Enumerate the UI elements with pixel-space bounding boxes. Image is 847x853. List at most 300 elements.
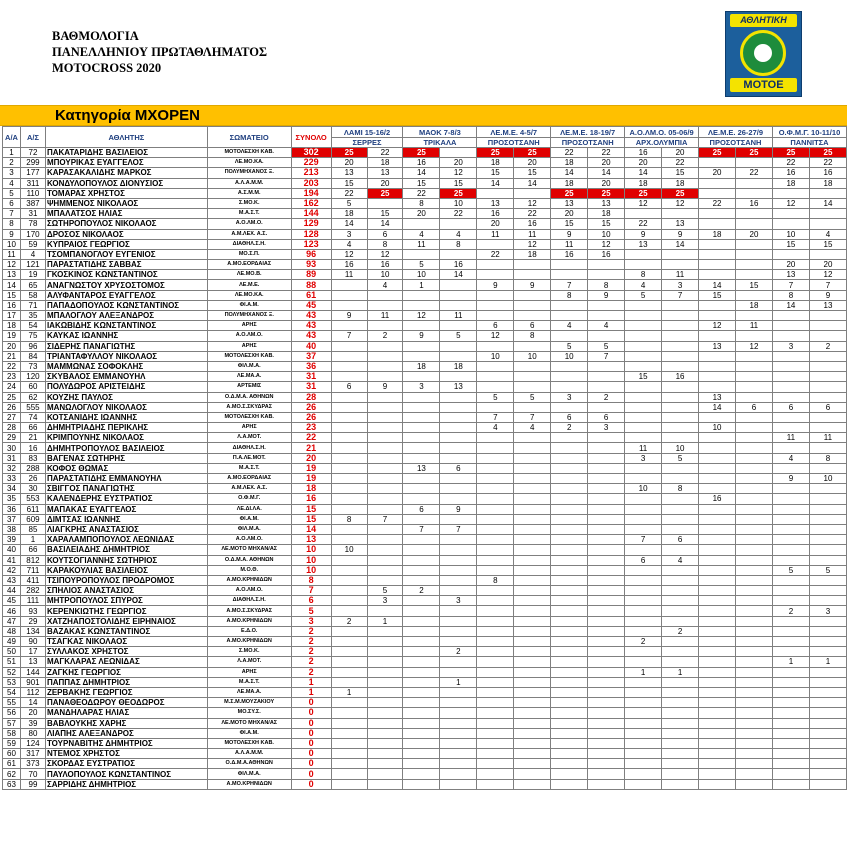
race-points: 7: [440, 524, 477, 534]
race-points: [477, 728, 514, 738]
club-name: ΠΟΛΥΜΗΧΑΝΟΣ Ξ.: [207, 168, 291, 178]
race-points: [403, 412, 440, 422]
race-points: [403, 474, 440, 484]
number-cell: 96: [20, 341, 45, 351]
race-points: [514, 260, 551, 270]
race-points: 18: [699, 229, 736, 239]
race-points: [403, 545, 440, 555]
race-points: [736, 535, 773, 545]
number-cell: 124: [20, 738, 45, 748]
race-points: [403, 453, 440, 463]
race-points: [403, 565, 440, 575]
race-points: [367, 361, 403, 371]
event-venue: ΣΕΡΡΕΣ: [331, 138, 403, 148]
race-points: [662, 249, 699, 259]
total-points: 36: [291, 361, 331, 371]
race-points: [809, 209, 846, 219]
race-points: [551, 637, 588, 647]
race-points: [514, 372, 551, 382]
club-name: Α.Λ.Α.Μ.Μ.: [207, 749, 291, 759]
number-cell: 93: [20, 606, 45, 616]
race-points: 6: [625, 555, 662, 565]
number-cell: 711: [20, 565, 45, 575]
race-points: [809, 535, 846, 545]
table-row: [3, 687, 847, 697]
race-points: [588, 779, 625, 789]
race-points: 16: [809, 168, 846, 178]
rank-cell: 63: [3, 779, 21, 789]
race-points: [514, 698, 551, 708]
race-points: [403, 423, 440, 433]
table-row: [3, 433, 847, 443]
race-points: 13: [699, 392, 736, 402]
race-points: [403, 494, 440, 504]
race-points: 13: [809, 300, 846, 310]
event-venue: ΠΡΟΣΟΤΣΑΝΗ: [477, 138, 551, 148]
race-points: 7: [588, 351, 625, 361]
total-points: 21: [291, 443, 331, 453]
number-cell: 121: [20, 260, 45, 270]
race-points: 14: [367, 219, 403, 229]
race-points: [809, 361, 846, 371]
race-points: [367, 657, 403, 667]
club-name: Ο.Δ.Μ.Α. ΑΘΗΝΩΝ: [207, 392, 291, 402]
number-cell: 65: [20, 280, 45, 290]
number-cell: 71: [20, 300, 45, 310]
race-points: [662, 382, 699, 392]
race-points: [772, 738, 809, 748]
race-points: [331, 484, 367, 494]
race-points: [625, 249, 662, 259]
total-points: 26: [291, 412, 331, 422]
race-points: [514, 453, 551, 463]
number-cell: 35: [20, 311, 45, 321]
race-points: [331, 749, 367, 759]
race-points: [699, 749, 736, 759]
table-row: [3, 535, 847, 545]
race-points: 5: [331, 198, 367, 208]
race-points: [514, 606, 551, 616]
race-points: 3: [440, 596, 477, 606]
race-points: [699, 677, 736, 687]
race-points: 25: [772, 148, 809, 158]
race-points: 20: [625, 158, 662, 168]
total-points: 26: [291, 402, 331, 412]
race-points: [588, 300, 625, 310]
total-points: 2: [291, 667, 331, 677]
race-points: [809, 494, 846, 504]
race-points: [736, 504, 773, 514]
race-points: [662, 260, 699, 270]
race-points: 10: [772, 229, 809, 239]
race-points: 10: [662, 443, 699, 453]
club-name: ΛΕ.ΜΟ.ΚΑ.: [207, 290, 291, 300]
race-points: [625, 616, 662, 626]
race-points: [551, 677, 588, 687]
race-points: [625, 300, 662, 310]
race-points: [625, 260, 662, 270]
race-points: [331, 738, 367, 748]
table-row: [3, 198, 847, 208]
race-points: [736, 443, 773, 453]
race-points: [809, 626, 846, 636]
race-points: [403, 637, 440, 647]
race-points: [736, 372, 773, 382]
race-points: [662, 657, 699, 667]
total-points: 194: [291, 188, 331, 198]
race-points: 25: [477, 148, 514, 158]
rank-cell: 9: [3, 229, 21, 239]
race-points: [736, 433, 773, 443]
race-points: 5: [772, 565, 809, 575]
race-points: [772, 382, 809, 392]
table-row: [3, 392, 847, 402]
total-points: 0: [291, 708, 331, 718]
athlete-name: ΚΟΥΤΣΟΓΙΑΝΝΗΣ ΣΩΤΗΡΙΟΣ: [45, 555, 207, 565]
table-row: [3, 229, 847, 239]
total-points: 144: [291, 209, 331, 219]
race-points: [772, 586, 809, 596]
table-row: [3, 728, 847, 738]
race-points: 20: [736, 229, 773, 239]
race-points: [809, 769, 846, 779]
number-cell: 1: [20, 535, 45, 545]
rank-cell: 7: [3, 209, 21, 219]
club-name: Ο.Δ.Μ.Α. ΑΘΗΝΩΝ: [207, 555, 291, 565]
club-name: Α.Ο.ΛΜ.Ο.: [207, 535, 291, 545]
race-points: [699, 453, 736, 463]
club-name: ΑΡΗΣ: [207, 321, 291, 331]
race-points: [662, 341, 699, 351]
total-points: 0: [291, 759, 331, 769]
race-points: [809, 463, 846, 473]
athlete-name: ΜΑΝΩΛΟΓΛΟΥ ΝΙΚΟΛΑΟΣ: [45, 402, 207, 412]
table-row: [3, 606, 847, 616]
race-points: [551, 616, 588, 626]
race-points: [477, 524, 514, 534]
race-points: [331, 504, 367, 514]
athlete-name: ΣΒΙΓΓΟΣ ΠΑΝΑΓΙΩΤΗΣ: [45, 484, 207, 494]
race-points: [477, 260, 514, 270]
club-name: ΦΙ.Α.Μ.: [207, 300, 291, 310]
race-points: 22: [551, 148, 588, 158]
race-points: [367, 433, 403, 443]
race-points: [477, 667, 514, 677]
race-points: 12: [772, 198, 809, 208]
race-points: 6: [367, 229, 403, 239]
race-points: [403, 687, 440, 697]
race-points: [809, 249, 846, 259]
race-points: [736, 687, 773, 697]
race-points: 6: [551, 412, 588, 422]
race-points: [588, 708, 625, 718]
race-points: 4: [588, 321, 625, 331]
club-name: ΜΟΤΟΛΕΣΧΗ ΚΑΒ.: [207, 148, 291, 158]
race-points: [440, 708, 477, 718]
race-points: [625, 575, 662, 585]
race-points: [772, 494, 809, 504]
race-points: 9: [477, 280, 514, 290]
race-points: [477, 708, 514, 718]
race-points: 20: [588, 158, 625, 168]
rank-cell: 38: [3, 524, 21, 534]
total-points: 1: [291, 677, 331, 687]
number-cell: 317: [20, 749, 45, 759]
rank-cell: 51: [3, 657, 21, 667]
race-points: [772, 249, 809, 259]
event-name: Α.Ο.ΛΜ.Ο. 05-06/9: [625, 127, 699, 138]
event-name: Ο.Φ.Μ.Γ. 10-11/10: [772, 127, 846, 138]
table-row: [3, 586, 847, 596]
race-points: [551, 514, 588, 524]
race-points: [514, 637, 551, 647]
race-points: 20: [809, 260, 846, 270]
race-points: [477, 270, 514, 280]
race-points: 14: [625, 168, 662, 178]
race-points: 10: [477, 351, 514, 361]
total-points: 37: [291, 351, 331, 361]
race-points: [331, 596, 367, 606]
race-points: [477, 290, 514, 300]
race-points: 22: [772, 158, 809, 168]
rank-cell: 52: [3, 667, 21, 677]
race-points: [367, 606, 403, 616]
total-points: 10: [291, 555, 331, 565]
table-row: [3, 718, 847, 728]
race-points: [551, 260, 588, 270]
race-points: [403, 779, 440, 789]
race-points: 4: [514, 423, 551, 433]
race-points: 9: [514, 280, 551, 290]
club-name: Α.Λ.Α.Μ.Μ.: [207, 178, 291, 188]
race-points: [551, 728, 588, 738]
number-cell: 72: [20, 148, 45, 158]
table-row: [3, 637, 847, 647]
race-points: 16: [514, 219, 551, 229]
race-points: 18: [662, 178, 699, 188]
race-points: [809, 728, 846, 738]
race-points: [477, 718, 514, 728]
race-points: [772, 504, 809, 514]
race-points: [440, 779, 477, 789]
race-points: 10: [699, 423, 736, 433]
race-points: [477, 657, 514, 667]
race-points: [331, 728, 367, 738]
race-points: 8: [367, 239, 403, 249]
race-points: [403, 321, 440, 331]
race-points: [662, 647, 699, 657]
race-points: [477, 514, 514, 524]
rank-cell: 1: [3, 148, 21, 158]
rank-cell: 13: [3, 270, 21, 280]
race-points: 14: [551, 168, 588, 178]
race-points: [440, 514, 477, 524]
rank-cell: 39: [3, 535, 21, 545]
race-points: [367, 565, 403, 575]
event-name: ΜΑΟΚ 7-8/3: [403, 127, 477, 138]
table-row: [3, 219, 847, 229]
rank-cell: 30: [3, 443, 21, 453]
table-row: [3, 300, 847, 310]
race-points: [662, 565, 699, 575]
total-points: 2: [291, 657, 331, 667]
race-points: [625, 728, 662, 738]
total-points: 213: [291, 168, 331, 178]
race-points: 10: [331, 545, 367, 555]
table-row: [3, 321, 847, 331]
race-points: [699, 586, 736, 596]
race-points: 25: [588, 188, 625, 198]
race-points: 25: [403, 148, 440, 158]
club-name: ΛΕ.ΜΟ.ΚΑ.: [207, 158, 291, 168]
race-points: [514, 402, 551, 412]
total-points: 18: [291, 484, 331, 494]
athlete-name: ΝΤΕΜΟΣ ΧΡΗΣΤΟΣ: [45, 749, 207, 759]
club-name: ΜΟΤΟΛΕΣΧΗ ΚΑΒ.: [207, 412, 291, 422]
race-points: [514, 575, 551, 585]
race-points: [809, 504, 846, 514]
event-venue: ΤΡΙΚΑΛΑ: [403, 138, 477, 148]
race-points: 14: [588, 168, 625, 178]
race-points: 15: [331, 178, 367, 188]
race-points: [588, 270, 625, 280]
race-points: 2: [367, 331, 403, 341]
race-points: 6: [736, 402, 773, 412]
race-points: [403, 657, 440, 667]
club-name: Μ.Σ.Μ.ΜΟΥΖΑΚΙΟΥ: [207, 698, 291, 708]
table-row: [3, 361, 847, 371]
race-points: [477, 239, 514, 249]
race-points: 22: [662, 158, 699, 168]
race-points: 7: [809, 280, 846, 290]
race-points: [588, 657, 625, 667]
race-points: [551, 708, 588, 718]
race-points: 14: [403, 168, 440, 178]
race-points: 10: [440, 198, 477, 208]
race-points: [588, 484, 625, 494]
race-points: [367, 474, 403, 484]
race-points: 20: [331, 158, 367, 168]
race-points: [551, 311, 588, 321]
athlete-name: ΣΩΤΗΡΟΠΟΥΛΟΣ ΝΙΚΟΛΑΟΣ: [45, 219, 207, 229]
race-points: 2: [551, 423, 588, 433]
race-points: 6: [514, 321, 551, 331]
athlete-name: ΣΚΥΒΑΛΟΣ ΕΜΜΑΝΟΥΗΛ: [45, 372, 207, 382]
race-points: [403, 575, 440, 585]
race-points: 4: [331, 239, 367, 249]
race-points: [772, 555, 809, 565]
race-points: [809, 637, 846, 647]
race-points: [809, 575, 846, 585]
rank-cell: 56: [3, 708, 21, 718]
athlete-name: ΣΙΔΕΡΗΣ ΠΑΝΑΓΙΩΤΗΣ: [45, 341, 207, 351]
number-cell: 83: [20, 453, 45, 463]
table-row: [3, 667, 847, 677]
race-points: 8: [809, 453, 846, 463]
race-points: [736, 463, 773, 473]
race-points: [809, 382, 846, 392]
race-points: [367, 677, 403, 687]
race-points: [440, 555, 477, 565]
race-points: 18: [367, 158, 403, 168]
race-points: [367, 494, 403, 504]
race-points: [514, 474, 551, 484]
athlete-name: ΠΑΥΛΟΠΟΥΛΟΣ ΚΩΝΣΤΑΝΤΙΝΟΣ: [45, 769, 207, 779]
race-points: [809, 351, 846, 361]
race-points: 13: [662, 219, 699, 229]
race-points: [772, 361, 809, 371]
race-points: 22: [331, 188, 367, 198]
rank-cell: 62: [3, 769, 21, 779]
race-points: 11: [625, 443, 662, 453]
race-points: [662, 524, 699, 534]
race-points: 16: [403, 158, 440, 168]
race-points: [625, 596, 662, 606]
race-points: [699, 361, 736, 371]
race-points: [477, 443, 514, 453]
race-points: 13: [772, 270, 809, 280]
race-points: [331, 626, 367, 636]
race-points: 11: [514, 229, 551, 239]
race-points: [625, 412, 662, 422]
race-points: [403, 372, 440, 382]
athlete-name: ΣΑΡΡΙΔΗΣ ΔΗΜΗΤΡΙΟΣ: [45, 779, 207, 789]
total-points: 19: [291, 463, 331, 473]
athlete-name: ΤΣΑΓΚΑΣ ΝΙΚΟΛΑΟΣ: [45, 637, 207, 647]
race-points: [514, 341, 551, 351]
race-points: [551, 565, 588, 575]
race-points: 18: [625, 178, 662, 188]
race-points: [699, 178, 736, 188]
race-points: [477, 769, 514, 779]
standings-table: [2, 126, 847, 790]
race-points: [699, 188, 736, 198]
race-points: [699, 351, 736, 361]
race-points: [662, 514, 699, 524]
total-points: 6: [291, 596, 331, 606]
header-line-3: MOTOCROSS 2020: [52, 61, 162, 75]
logo-emblem-icon: [740, 30, 786, 76]
athlete-name: ΚΑΡΑΣΑΚΑΛΙΔΗΣ ΜΑΡΚΟΣ: [45, 168, 207, 178]
race-points: 2: [588, 392, 625, 402]
event-venue: ΠΡΟΣΟΤΣΑΝΗ: [551, 138, 625, 148]
race-points: [477, 626, 514, 636]
race-points: [367, 749, 403, 759]
club-name: Α.ΜΟ.ΚΡΗΝΙΔΩΝ: [207, 637, 291, 647]
race-points: 18: [551, 178, 588, 188]
race-points: [772, 667, 809, 677]
race-points: [588, 606, 625, 616]
race-points: [440, 749, 477, 759]
club-name: Α.Ο.ΛΜ.Ο.: [207, 586, 291, 596]
number-cell: 75: [20, 331, 45, 341]
race-points: [514, 463, 551, 473]
total-points: 2: [291, 647, 331, 657]
table-row: [3, 372, 847, 382]
race-points: [662, 687, 699, 697]
race-points: [331, 718, 367, 728]
race-points: [772, 372, 809, 382]
table-row: [3, 178, 847, 188]
race-points: 5: [625, 290, 662, 300]
race-points: [772, 687, 809, 697]
race-points: [551, 433, 588, 443]
race-points: [736, 412, 773, 422]
total-points: 28: [291, 392, 331, 402]
race-points: 25: [699, 148, 736, 158]
table-row: [3, 708, 847, 718]
race-points: [736, 239, 773, 249]
